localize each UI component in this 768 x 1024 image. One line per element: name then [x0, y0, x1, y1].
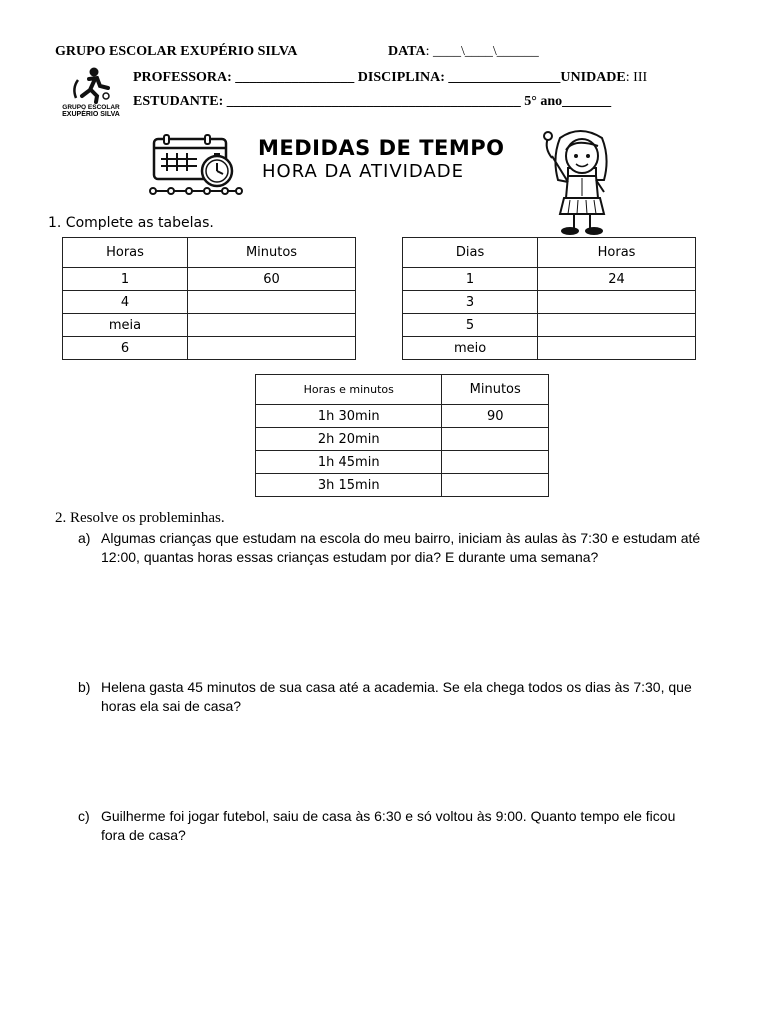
table-cell: 1 [403, 268, 538, 291]
title-block [145, 133, 525, 197]
table-cell: 24 [538, 268, 696, 291]
table-cell: 1h 30min [256, 405, 442, 428]
table-row [256, 451, 549, 474]
school-logo [52, 66, 130, 124]
table-days-hours [402, 237, 696, 360]
answer-cell[interactable] [442, 428, 549, 451]
date-field[interactable] [388, 44, 539, 60]
table-cell: 3h 15min [256, 474, 442, 497]
table-row [403, 291, 696, 314]
answer-cell[interactable] [538, 337, 696, 360]
table-cell: 1h 45min [256, 451, 442, 474]
calendar-clock-icon [147, 133, 247, 197]
table-cell: 6 [63, 337, 188, 360]
table-header: Horas e minutos [256, 375, 442, 405]
answer-cell[interactable] [442, 451, 549, 474]
problem-letter: c) [78, 808, 90, 824]
problem-letter: b) [78, 679, 91, 695]
teacher-discipline-line[interactable] [133, 70, 647, 86]
title-sub: HORA DA ATIVIDADE [262, 161, 465, 182]
answer-cell[interactable] [442, 474, 549, 497]
table-cell: 2h 20min [256, 428, 442, 451]
school-name: GRUPO ESCOLAR EXUPÉRIO SILVA [55, 44, 298, 59]
table-cell: 60 [188, 268, 356, 291]
table-header: Horas [63, 238, 188, 268]
student-line[interactable]: ESTUDANTE: __________________________________________ 5° ano_______ [133, 94, 612, 109]
date-label: DATA [388, 44, 426, 59]
question-2-prompt: 2. Resolve os probleminhas. [55, 510, 225, 526]
problem-b [78, 678, 718, 718]
table-cell: 1 [63, 268, 188, 291]
answer-cell[interactable] [188, 291, 356, 314]
table-row [63, 314, 356, 337]
date-blank: : ____\____\______ [425, 44, 539, 59]
problem-text: Guilherme foi jogar futebol, saiu de casa às 6:30 e só voltou às 9:00. Quanto tempo ele ficou fora de casa? [101, 808, 676, 843]
table-cell: 3 [403, 291, 538, 314]
table-row [256, 474, 549, 497]
logo-line1: GRUPO ESCOLAR [62, 104, 120, 111]
table-header: Minutos [188, 238, 356, 268]
answer-cell[interactable] [188, 314, 356, 337]
unit-label: UNIDADE [560, 70, 626, 85]
answer-cell[interactable] [538, 314, 696, 337]
table-cell: 90 [442, 405, 549, 428]
problem-c [78, 807, 718, 847]
girl-illustration [540, 128, 630, 238]
table-row [403, 268, 696, 291]
problem-text: Helena gasta 45 minutos de sua casa até a academia. Se ela chega todos os dias às 7:30, que horas ela sai de casa? [101, 679, 692, 714]
answer-cell[interactable] [538, 291, 696, 314]
table-header: Horas [538, 238, 696, 268]
table-cell: 4 [63, 291, 188, 314]
answer-cell[interactable] [188, 337, 356, 360]
table-header: Minutos [442, 375, 549, 405]
problem-letter: a) [78, 530, 91, 546]
table-row [256, 428, 549, 451]
table-row [256, 405, 549, 428]
table-hours-minutes [62, 237, 356, 360]
problem-text: Algumas crianças que estudam na escola do meu bairro, iniciam às aulas às 7:30 e estudam até 12:00, quantas horas essas crianças estudam por dia? E durante uma semana? [101, 530, 701, 565]
logo-caption [52, 104, 130, 118]
table-cell: 5 [403, 314, 538, 337]
table-cell: meio [403, 337, 538, 360]
table-header: Dias [403, 238, 538, 268]
question-1-prompt: 1. Complete as tabelas. [48, 215, 214, 231]
teacher-line: PROFESSORA: _________________ DISCIPLINA: ________________ [133, 70, 561, 85]
table-row [403, 337, 696, 360]
problem-a [78, 529, 718, 587]
table-row [403, 314, 696, 337]
runner-logo-icon [52, 66, 130, 104]
title-main: MEDIDAS DE TEMPO [258, 136, 505, 160]
unit-value: : III [625, 70, 648, 85]
logo-line2: EXUPÉRIO SILVA [62, 111, 120, 118]
table-row [63, 291, 356, 314]
table-cell: meia [63, 314, 188, 337]
table-row [63, 337, 356, 360]
table-hours-and-minutes [255, 374, 549, 497]
table-row [63, 268, 356, 291]
